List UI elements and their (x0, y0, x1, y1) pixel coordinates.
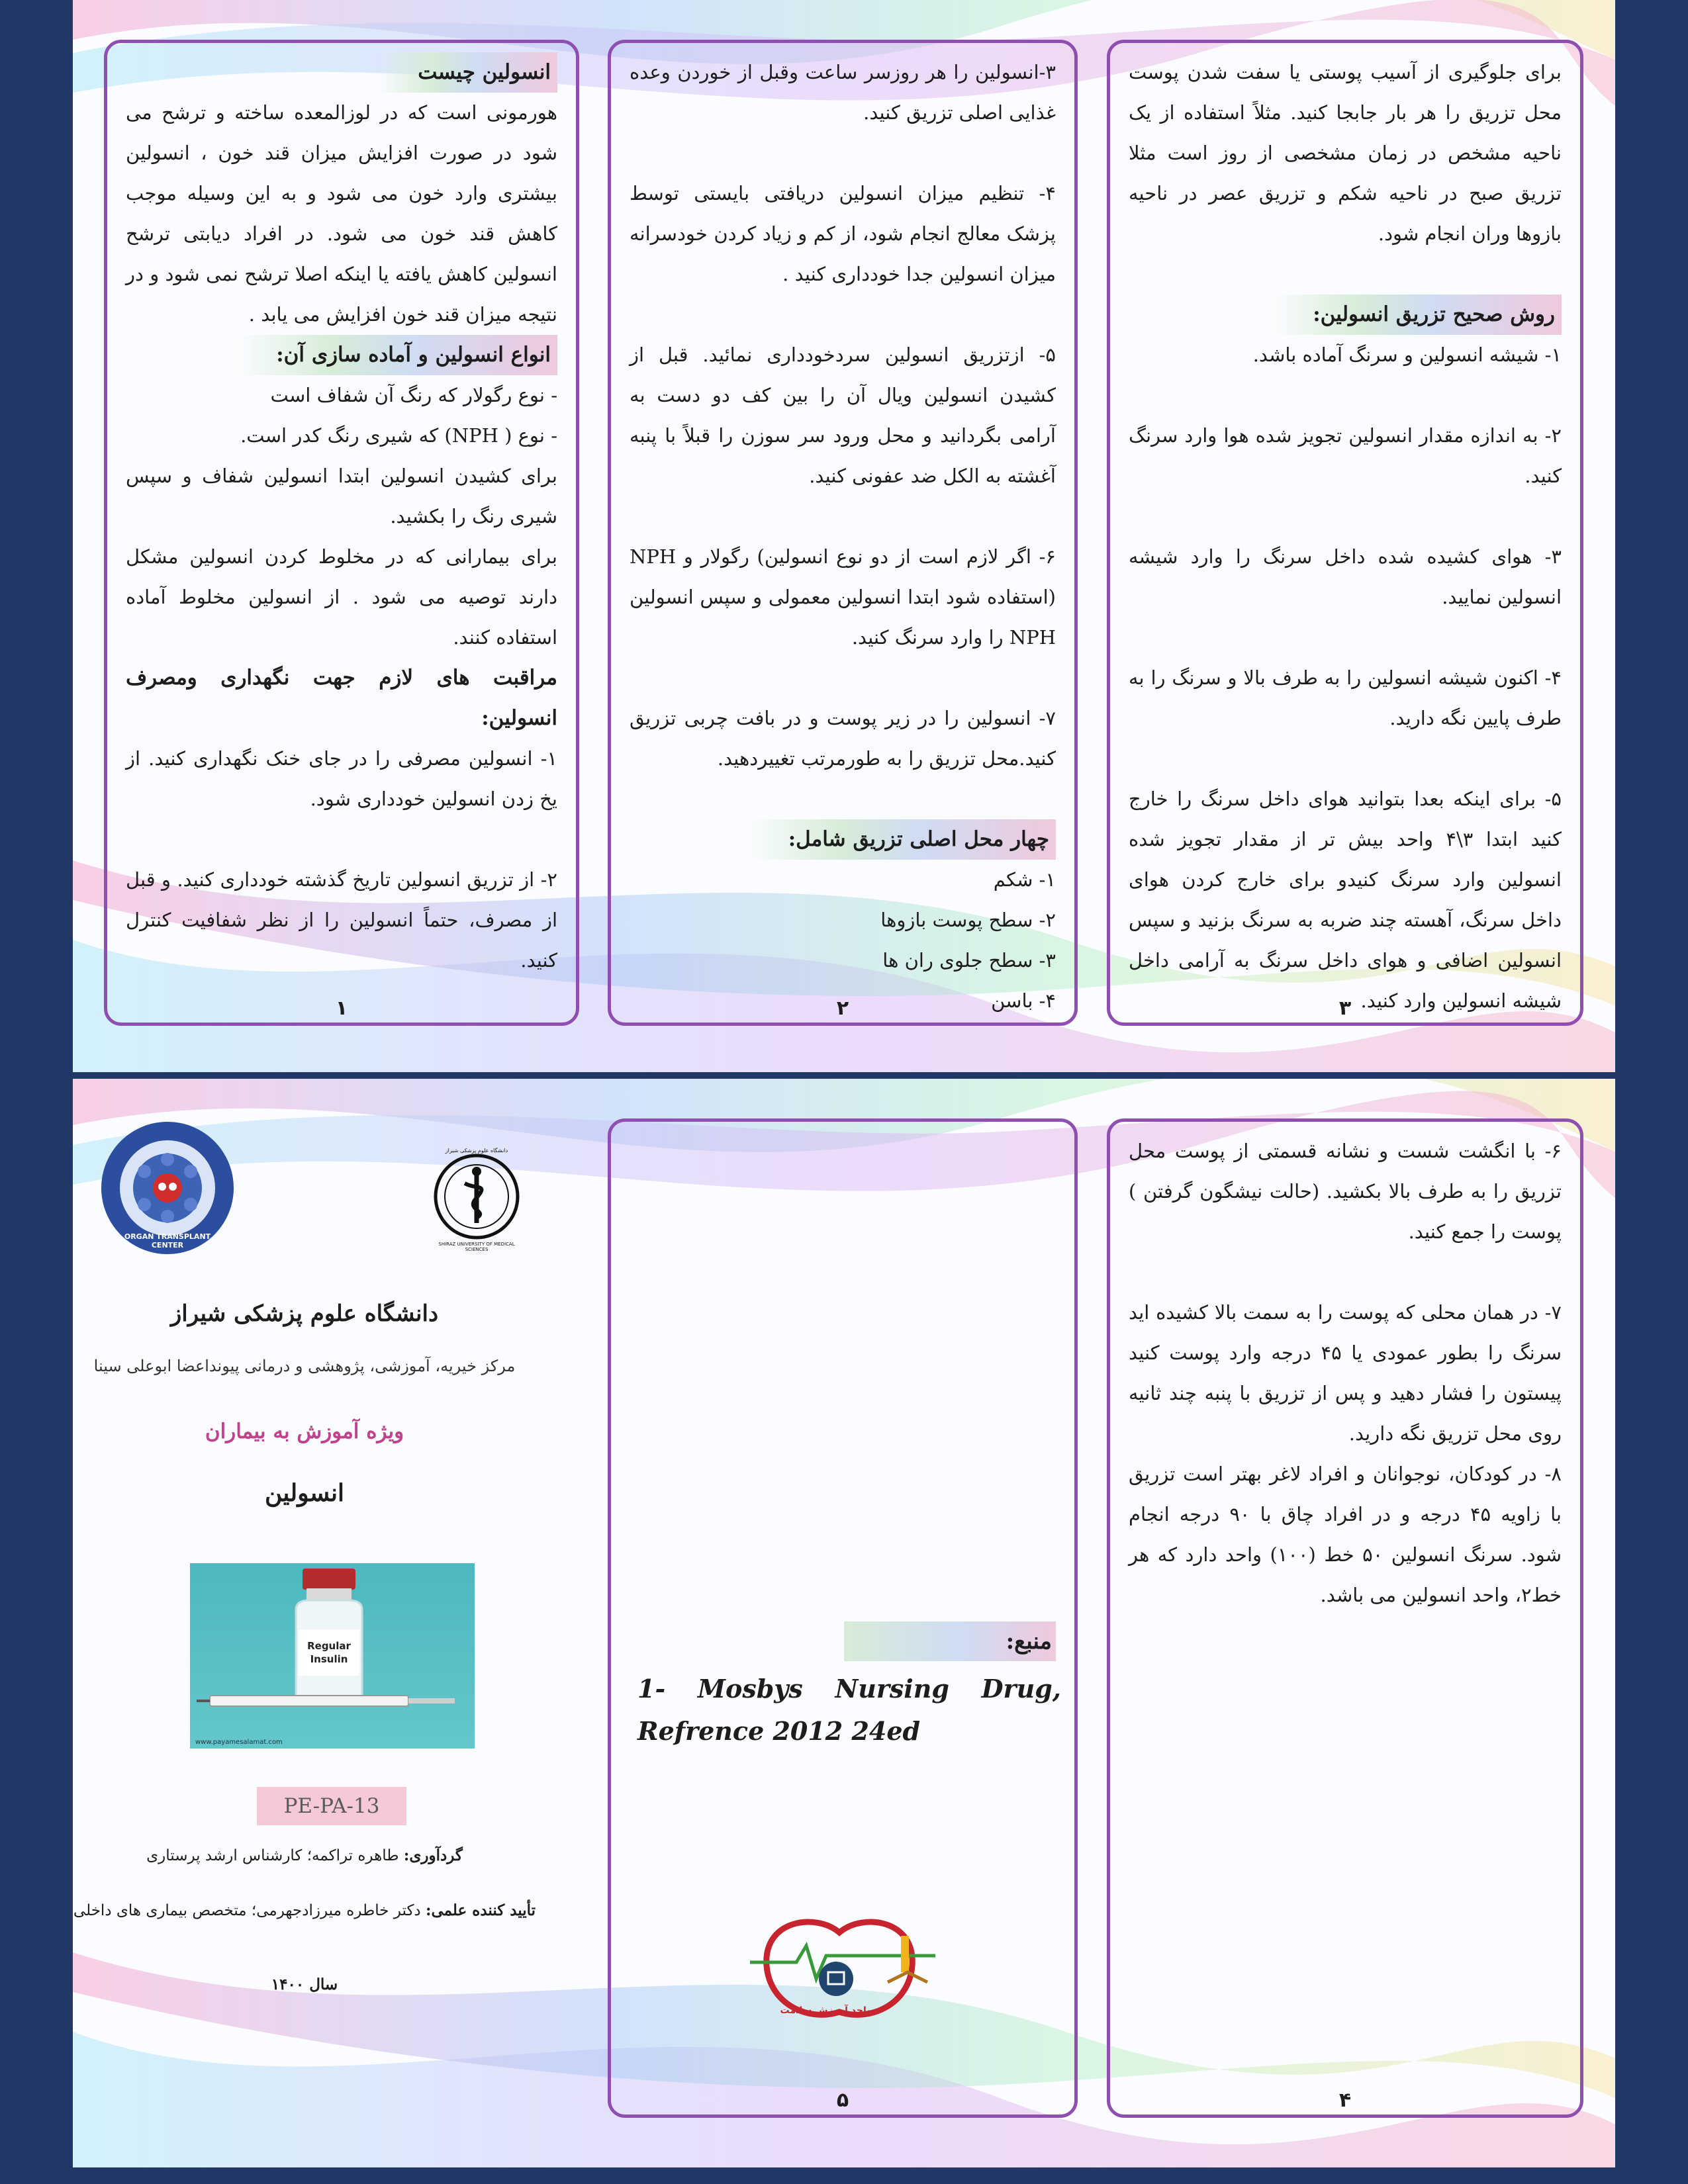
list-item: ۳- هوای کشیده شده داخل سرنگ را وارد شیشه انسولین نمایید. (1129, 545, 1562, 608)
panel-2 (608, 40, 1078, 1026)
list-item: برای کشیدن انسولین ابتدا انسولین شفاف و سپس شیری رنگ را بکشید. (126, 465, 557, 527)
brochure-inside-sheet (73, 0, 1615, 1072)
reference-citation: 1- Mosbys Nursing Drug, Refrence 2012 24ed (637, 1674, 1061, 1746)
page-number: ۱ (335, 997, 348, 1020)
panel-3 (1107, 40, 1583, 1026)
list-item: ۷- انسولین را در زیر پوست و در بافت چربی تزریق کنید.محل تزریق را به طورمرتب تغییردهید. (630, 707, 1056, 770)
heading-source: منبع: (1006, 1628, 1052, 1655)
page-number: ۴ (1338, 2089, 1352, 2112)
page-number: ۲ (836, 997, 849, 1020)
university-emblem-icon (430, 1152, 523, 1251)
paragraph-site-rotation: برای جلوگیری از آسیب پوستی یا سفت شدن پوست محل تزریق را هر بار جابجا کنید. مثلاً استفاده از یک ناحیه مشخص در زمان مشخصی از روز است مثلا تزریق صبح در ناحیه شکم و تزریق عصر در ناحیه بازوها وران انجام شود. (1129, 61, 1562, 245)
heading-injection-method: روش صحیح تزریق انسولین: (1273, 295, 1562, 335)
compiler-name: طاهره تراکمه؛ کارشناس ارشد پرستاری (146, 1847, 399, 1864)
center-name: مرکز خیریه، آموزشی، پژوهشی و درمانی پیونداعضا ابوعلی سینا (93, 1357, 516, 1375)
photo-watermark: www.payamesalamat.com (195, 1739, 283, 1746)
paragraph-what-is-insulin: هورمونی است که در لوزالمعده ساخته و ترشح می شود در صورت افزایش میزان قند خون ، انسولین بیشتری وارد خون می شود و به این وسیله موجب کاهش قند خون می شود. در افراد دیابتی ترشح انسولین کاهش یافته یا اینکه اصلا ترشح نمی شود و در نتیجه میزان قند خون افزایش می یابد . (126, 101, 557, 326)
cover-panel (73, 1079, 536, 2167)
list-item: ۱- انسولین مصرفی را در جای خنک نگهداری کنید. از یخ زدن انسولین خودداری شود. (126, 747, 557, 810)
list-item: ۱- شیشه انسولین و سرنگ آماده باشد. (1252, 343, 1562, 366)
panel-1 (104, 40, 579, 1026)
list-item: ۶- با انگشت شست و نشانه قسمتی از پوست محل تزریق را به طرف بالا بکشید. (حالت نیشگون گرفتن ) پوست را جمع کنید. (1129, 1140, 1562, 1243)
university-logo-caption: SHIRAZ UNIVERSITY OF MEDICAL SCIENCES (438, 1242, 515, 1252)
list-item: ۵- برای اینکه بعدا بتوانید هوای داخل سرنگ را خارج کنید ابتدا ۳\۴ واحد بیش تر از مقدار تجویز شده انسولین وارد سرنگ کنیدو برای خارج کردن هوای داخل سرنگ، آهسته چند ضربه به سرنگ بزنید و سپس انسولین اضافی و هوای داخل سرنگ به آرامی داخل شیشه انسولین وارد کنید. (1129, 788, 1562, 1012)
list-item: ۴- اکنون شیشه انسولین را به طرف بالا و سرنگ را به طرف پایین نگه دارید. (1129, 666, 1562, 729)
page-number: ۵ (836, 2089, 849, 2112)
list-item: ۲- به اندازه مقدار انسولین تجویز شده هوا وارد سرنگ کنید. (1129, 424, 1562, 487)
organ-transplant-center-logo (98, 1118, 237, 1257)
list-item: ۵- ازتزریق انسولین سردخودداری نمائید. قبل از کشیدن انسولین ویال آن را بین کف دو دست به آرامی بگردانید و محل ورود سر سوزن را قبلاً با پنبه آغشته به الکل ضد عفونی کنید. (630, 343, 1056, 487)
list-item: ۱- شکم (993, 868, 1056, 891)
compiler-line (73, 1846, 536, 1864)
list-item: ۶- اگر لازم است از دو نوع انسولین) رگولار و NPH (استفاده شود ابتدا انسولین معمولی و سپس انسولین NPH را وارد سرنگ کنید. (630, 545, 1056, 649)
logo-caption: واحد آموزش سلامت (780, 2005, 872, 2016)
publication-year: سال ۱۴۰۰ (271, 1976, 338, 1993)
list-item: - نوع ( NPH) که شیری رنگ کدر است. (240, 424, 557, 447)
panel-5 (608, 1118, 1078, 2118)
university-logo-caption-fa: دانشگاه علوم پزشکی شیراز (445, 1148, 508, 1154)
heading-what-is-insulin: انسولین چیست (378, 52, 557, 93)
brochure-title: انسولین (265, 1479, 344, 1507)
approver-label: تأیید کننده علمی: (425, 1901, 536, 1919)
audience-label: ویژه آموزش به بیماران (205, 1420, 404, 1443)
heading-insulin-types: انواع انسولین و آماده سازی آن: (236, 335, 557, 375)
list-item: - نوع رگولار که رنگ آن شفاف است (270, 384, 557, 406)
list-item: ۲- سطح پوست بازوها (880, 909, 1056, 931)
insulin-vial-photo (190, 1563, 475, 1749)
approver-name: دکتر خاطره میرزادجهرمی؛ متخصص بیماری های داخلی (73, 1902, 421, 1919)
approver-line (73, 1901, 536, 1919)
list-item: ۲- از تزریق انسولین تاریخ گذشته خودداری کنید. و قبل از مصرف، حتماً انسولین را از نظر شفافیت کنترل کنید. (126, 868, 557, 972)
heading-injection-sites: چهار محل اصلی تزریق شامل: (749, 819, 1056, 860)
list-item: ۴- باسن (991, 989, 1056, 1012)
page-number: ۳ (1338, 997, 1352, 1020)
list-item: ۴- تنظیم میزان انسولین دریافتی بایستی توسط پزشک معالج انجام شود، از کم و زیاد کردن خودسرانه میزان انسولین جدا خودداری کنید . (630, 182, 1056, 285)
list-item: برای بیمارانی که در مخلوط کردن انسولین مشکل دارند توصیه می شود . از انسولین مخلوط آماده استفاده کنند. (126, 545, 557, 649)
vial-label: Regular Insulin (307, 1640, 351, 1665)
list-item: ۷- در همان محلی که پوست را به سمت بالا کشیده اید سرنگ را بطور عمودی یا ۴۵ درجه وارد پوست کنید پیستون را فشار دهید و پس از تزریق با پنبه چند ثانیه روی محل تزریق نگه دارید. (1129, 1301, 1562, 1445)
compiler-label: گردآوری: (403, 1846, 463, 1864)
list-item: ۸- در کودکان، نوجوانان و افراد لاغر بهتر است تزریق با زاویه ۴۵ درجه و در افراد چاق با ۹۰ درجه انجام شود. سرنگ انسولین ۵۰ خط (۱۰۰) واحد دارد که هر خط۲، واحد انسولین می باشد. (1129, 1463, 1562, 1606)
list-item: ۳- سطح جلوی ران ها (882, 949, 1056, 972)
panel-4 (1107, 1118, 1583, 2118)
health-education-logo (737, 1906, 942, 2025)
transplant-center-logo-caption: ORGAN TRANSPLANT CENTER (124, 1232, 211, 1250)
list-item: ۳-انسولین را هر روزسر ساعت وقبل از خوردن وعده غذایی اصلی تزریق کنید. (630, 61, 1056, 124)
heading-storage-care: مراقبت های لازم جهت نگهداری ومصرف انسولین: (126, 666, 557, 730)
shiraz-university-logo (430, 1148, 523, 1252)
document-code-badge: PE-PA-13 (257, 1787, 406, 1825)
university-name: دانشگاه علوم پزشکی شیراز (170, 1300, 439, 1327)
